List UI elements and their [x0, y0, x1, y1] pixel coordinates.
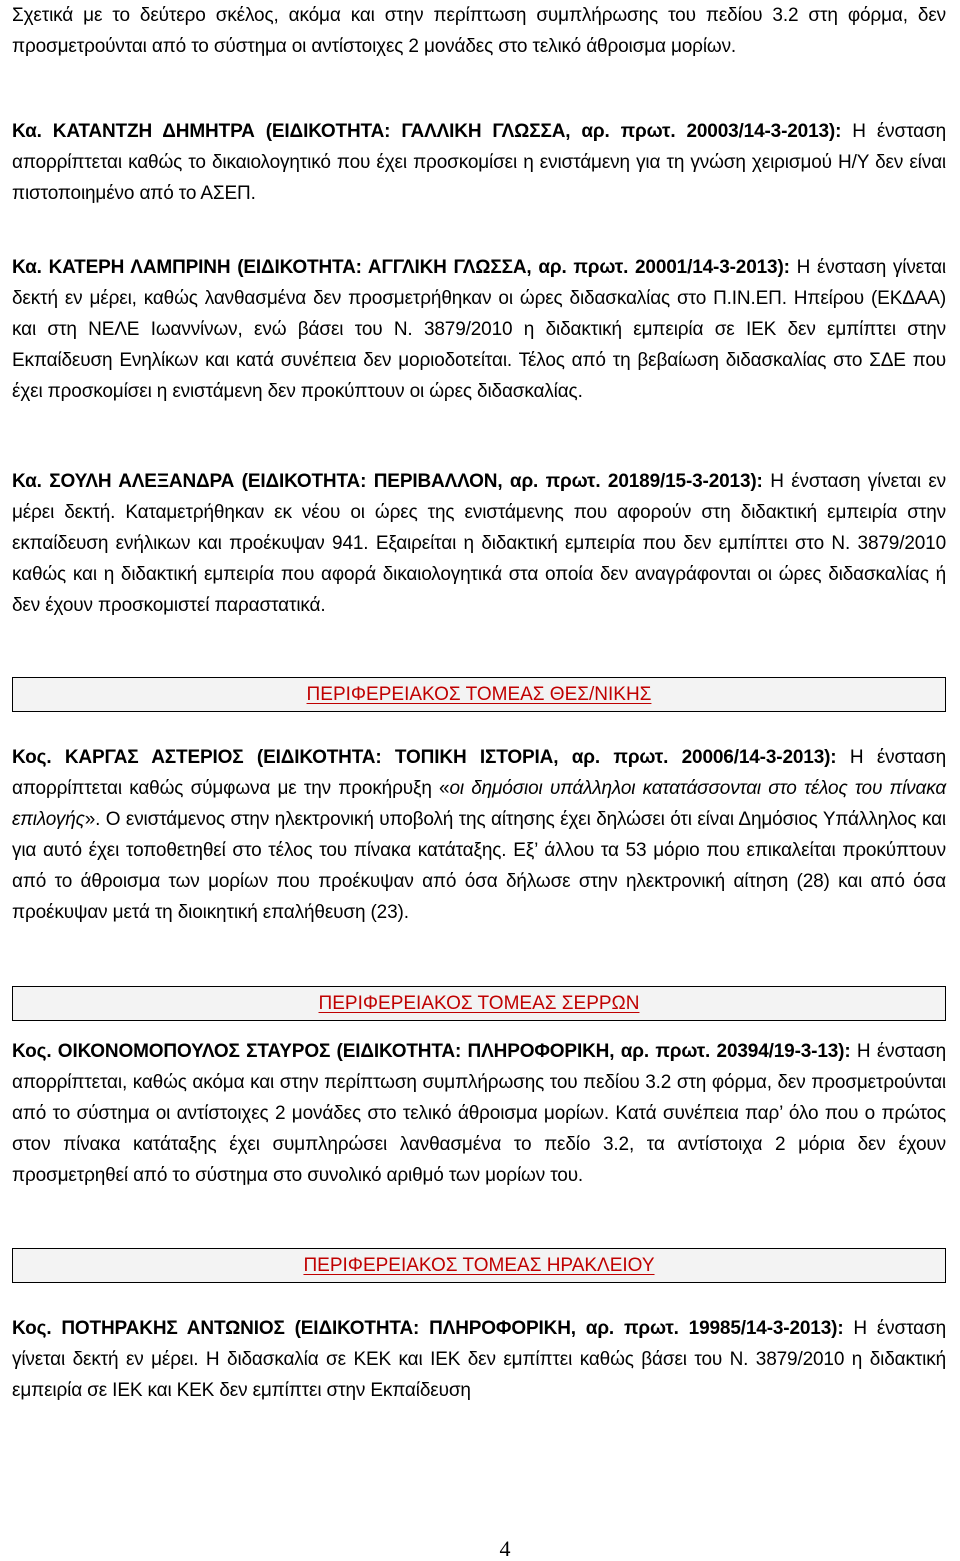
section-title: ΠΕΡΙΦΕΡΕΙΑΚΟΣ ΤΟΜΕΑΣ ΘΕΣ/ΝΙΚΗΣ [306, 684, 652, 705]
decision-heading: Κα. ΚΑΤΑΝΤΖΗ ΔΗΜΗΤΡΑ (ΕΙΔΙΚΟΤΗΤΑ: ΓΑΛΛΙΚΗ ΓΛΩΣΣΑ, αρ. πρωτ. 20003/14-3-2013): [12, 121, 842, 142]
decision-kateri [12, 252, 946, 407]
section-header-heraklion [12, 1248, 946, 1283]
decision-body: Η ένσταση γίνεται δεκτή εν μέρει, καθώς λανθασμένα δεν προσμετρήθηκαν οι ώρες διδασκαλίας στο Π.ΙΝ.ΕΠ. Ηπείρου (ΕΚΔΑΑ) και στη ΝΕΛΕ Ιωαννίνων, ενώ βάσει του Ν. 3879/2010 η διδακτική εμπειρία σε ΙΕΚ δεν εμπίπτει στην Εκπαίδευση Ενηλίκων και κατά συνέπεια δεν μοριοδοτείται. Τέλος από τη βεβαίωση διδασκαλίας στο ΣΔΕ που έχει προσκομίσει η ενιστάμενη δεν προκύπτουν οι ώρες διδασκαλίας. [12, 257, 946, 402]
continuation-paragraph [12, 0, 946, 62]
decision-quote: οι δημόσιοι υπάλληλοι κατατάσσονται στο τέλος του πίνακα επιλογής [12, 778, 946, 830]
decision-heading: Κα. ΚΑΤΕΡΗ ΛΑΜΠΡΙΝΗ (ΕΙΔΙΚΟΤΗΤΑ: ΑΓΓΛΙΚΗ ΓΛΩΣΣΑ, αρ. πρωτ. 20001/14-3-2013): [12, 257, 790, 278]
decision-body: Η ένσταση απορρίπτεται καθώς το δικαιολογητικό που έχει προσκομίσει η ενιστάμενη για τη γνώση χειρισμού Η/Υ δεν είναι πιστοποιημένο από το ΑΣΕΠ. [12, 121, 946, 204]
decision-kargas [12, 742, 946, 928]
section-header-thessaloniki [12, 677, 946, 712]
decision-body: Η ένσταση γίνεται δεκτή εν μέρει. Η διδασκαλία σε ΚΕΚ και ΙΕΚ δεν εμπίπτει καθώς βάσει του Ν. 3879/2010 η διδακτική εμπειρία σε ΙΕΚ και ΚΕΚ δεν εμπίπτει στην Εκπαίδευση [12, 1318, 946, 1401]
decision-body: Η ένσταση γίνεται εν μέρει δεκτή. Καταμετρήθηκαν εκ νέου οι ώρες της ενιστάμενης που αφορούν στη διδακτική εμπειρία στην εκπαίδευση ενήλικων και προέκυψαν 941. Εξαιρείται η διδακτική εμπειρία που δεν εμπίπτει στο Ν. 3879/2010 καθώς και η διδακτική εμπειρία που αφορά δικαιολογητικά στα οποία δεν αναγράφονται οι ώρες διδασκαλίας ή δεν έχουν προσκομιστεί παραστατικά. [12, 471, 946, 616]
decision-body: Η ένσταση απορρίπτεται καθώς σύμφωνα με την προκήρυξη « [12, 747, 946, 799]
continuation-text: Σχετικά με το δεύτερο σκέλος, ακόμα και στην περίπτωση συμπλήρωσης του πεδίου 3.2 στη φόρμα, δεν προσμετρούνται από το σύστημα οι αντίστοιχες 2 μονάδες στο τελικό άθροισμα μορίων. [12, 5, 946, 57]
section-header-serres [12, 986, 946, 1021]
decision-body: Η ένσταση απορρίπτεται, καθώς ακόμα και στην περίπτωση συμπλήρωσης του πεδίου 3.2 στη φόρμα, δεν προσμετρούνται από το σύστημα οι αντίστοιχες 2 μονάδες στο τελικό άθροισμα μορίων. Κατά συνέπεια παρ’ όλο που ο πρώτος στον πίνακα κατάταξης έχει συμπληρώσει λανθασμένα το πεδίο 3.2, τα αντίστοιχα 2 μόρια δεν έχουν προσμετρηθεί από το σύστημα στο συνολικό αριθμό των μορίων του. [12, 1041, 946, 1186]
page-number: 4 [499, 1536, 511, 1561]
section-title: ΠΕΡΙΦΕΡΕΙΑΚΟΣ ΤΟΜΕΑΣ ΗΡΑΚΛΕΙΟΥ [303, 1255, 655, 1276]
decision-potirakis [12, 1313, 946, 1406]
decision-oikonomopoulos [12, 1036, 946, 1191]
decision-heading: Κος. ΚΑΡΓΑΣ ΑΣΤΕΡΙΟΣ (ΕΙΔΙΚΟΤΗΤΑ: ΤΟΠΙΚΗ ΙΣΤΟΡΙΑ, αρ. πρωτ. 20006/14-3-2013): [12, 747, 837, 768]
section-title: ΠΕΡΙΦΕΡΕΙΑΚΟΣ ΤΟΜΕΑΣ ΣΕΡΡΩΝ [318, 993, 640, 1014]
decision-heading: Κος. ΠΟΤΗΡΑΚΗΣ ΑΝΤΩΝΙΟΣ (ΕΙΔΙΚΟΤΗΤΑ: ΠΛΗΡΟΦΟΡΙΚΗ, αρ. πρωτ. 19985/14-3-2013): [12, 1318, 844, 1339]
decision-heading: Κα. ΣΟΥΛΗ ΑΛΕΞΑΝΔΡΑ (ΕΙΔΙΚΟΤΗΤΑ: ΠΕΡΙΒΑΛΛΟΝ, αρ. πρωτ. 20189/15-3-2013): [12, 471, 763, 492]
decision-heading: Κος. ΟΙΚΟΝΟΜΟΠΟΥΛΟΣ ΣΤΑΥΡΟΣ (ΕΙΔΙΚΟΤΗΤΑ: ΠΛΗΡΟΦΟΡΙΚΗ, αρ. πρωτ. 20394/19-3-13): [12, 1041, 851, 1062]
decision-body-continued: ». Ο ενιστάμενος στην ηλεκτρονική υποβολή της αίτησης έχει δηλώσει ότι είναι Δημόσιος Υπάλληλος και για αυτό έχει τοποθετηθεί στο τέλος του πίνακα κατάταξης. Εξ’ άλλου τα 53 μόριο που επικαλείται προκύπτουν από το άθροισμα των μορίων που προέκυψαν από όσα δήλωσε στην ηλεκτρονική αίτηση (28) και από όσα προέκυψαν μετά τη διοικητική επαλήθευση (23). [12, 809, 946, 923]
decision-katantzi [12, 116, 946, 209]
decision-souli [12, 466, 946, 621]
